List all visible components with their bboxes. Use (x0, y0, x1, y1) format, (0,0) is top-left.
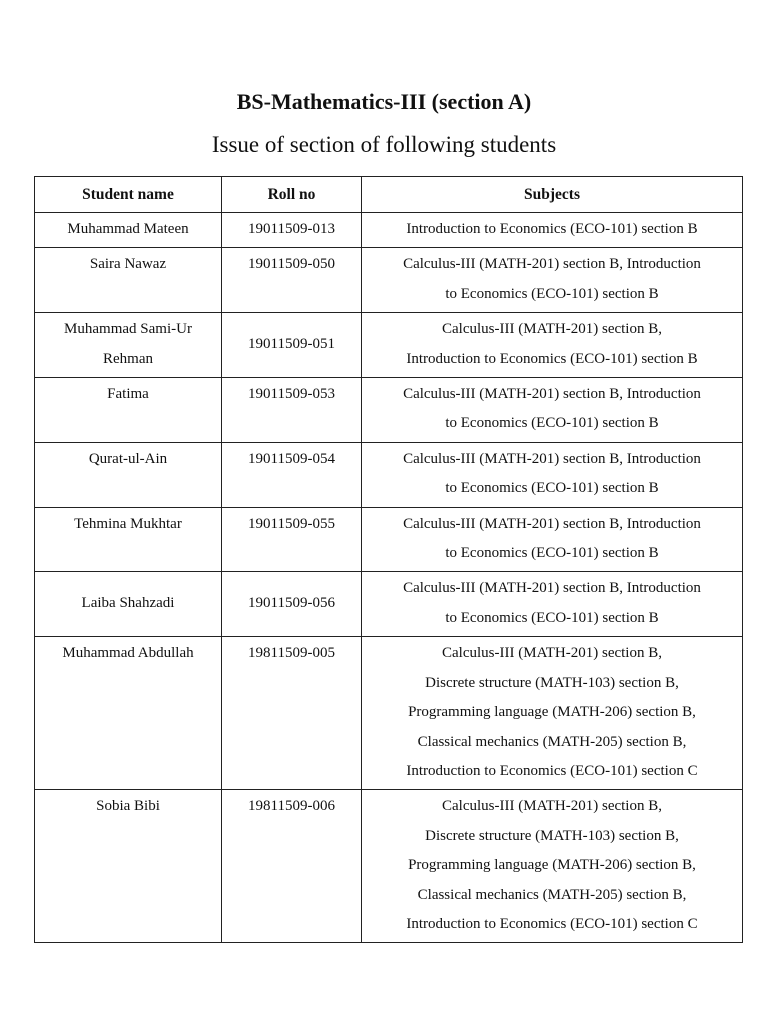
roll-no-cell: 19811509-006 (222, 790, 362, 943)
student-name-cell: Sobia Bibi (35, 790, 222, 943)
student-name-cell: Muhammad Mateen (35, 213, 222, 248)
roll-no-cell: 19011509-056 (222, 572, 362, 637)
subject-line: Introduction to Economics (ECO-101) section B (406, 221, 698, 237)
subject-line: Calculus-III (MATH-201) section B, Introduction (403, 450, 701, 467)
roll-no-cell: 19011509-054 (222, 442, 362, 507)
subject-line: Discrete structure (MATH-103) section B, (425, 674, 679, 691)
subject-line: Introduction to Economics (ECO-101) section C (406, 915, 698, 932)
document-title: BS-Mathematics-III (section A) (236, 89, 532, 114)
subject-line: Introduction to Economics (ECO-101) section C (406, 762, 698, 779)
student-name-cell: Fatima (35, 378, 222, 443)
subject-line: to Economics (ECO-101) section B (445, 609, 659, 626)
subjects-cell (362, 572, 743, 637)
subject-line: Classical mechanics (MATH-205) section B, (417, 733, 687, 750)
table-header-row (35, 177, 743, 213)
roll-no-cell: 19011509-051 (222, 313, 362, 378)
subject-line: to Economics (ECO-101) section B (445, 415, 659, 432)
table-row (35, 213, 743, 248)
student-name-cell: Laiba Shahzadi (35, 572, 222, 637)
subjects-cell (362, 790, 743, 943)
subjects-cell (362, 507, 743, 572)
students-table (34, 176, 743, 943)
subject-line: Calculus-III (MATH-201) section B, Introduction (403, 386, 701, 403)
table-row (35, 313, 743, 378)
student-name-cell: Qurat-ul-Ain (35, 442, 222, 507)
subject-line: Discrete structure (MATH-103) section B, (425, 827, 679, 844)
table-row (35, 442, 743, 507)
header-roll-no: Roll no (222, 177, 362, 213)
roll-no-cell: 19011509-050 (222, 248, 362, 313)
roll-no-cell: 19011509-013 (222, 213, 362, 248)
table-row (35, 248, 743, 313)
subject-line: Calculus-III (MATH-201) section B, Introduction (403, 580, 701, 597)
document-subtitle: Issue of section of following students (211, 132, 557, 157)
subject-line: Classical mechanics (MATH-205) section B, (417, 886, 687, 903)
subject-line: Calculus-III (MATH-201) section B, (442, 645, 662, 662)
subjects-cell (362, 378, 743, 443)
subject-line: Programming language (MATH-206) section B, (408, 704, 696, 721)
subject-line: to Economics (ECO-101) section B (445, 545, 659, 562)
table-row (35, 790, 743, 943)
student-name-cell: Saira Nawaz (35, 248, 222, 313)
subject-line: to Economics (ECO-101) section B (445, 285, 659, 302)
roll-no-cell: 19011509-053 (222, 378, 362, 443)
subject-line: Introduction to Economics (ECO-101) section B (406, 350, 698, 367)
roll-no-cell: 19811509-005 (222, 637, 362, 790)
table-row (35, 637, 743, 790)
student-name-line: Rehman (103, 350, 153, 367)
subjects-cell (362, 442, 743, 507)
subject-line: Calculus-III (MATH-201) section B, (442, 798, 662, 815)
header-subjects: Subjects (362, 177, 743, 213)
student-name-cell (35, 313, 222, 378)
table-row (35, 378, 743, 443)
header-student-name: Student name (35, 177, 222, 213)
table-row (35, 572, 743, 637)
subjects-cell (362, 213, 743, 248)
subject-line: to Economics (ECO-101) section B (445, 480, 659, 497)
student-name-cell: Tehmina Mukhtar (35, 507, 222, 572)
roll-no-cell: 19011509-055 (222, 507, 362, 572)
student-name-line: Muhammad Sami-Ur (64, 321, 192, 338)
subject-line: Calculus-III (MATH-201) section B, Introduction (403, 256, 701, 273)
subjects-cell (362, 637, 743, 790)
table-row (35, 507, 743, 572)
subject-line: Programming language (MATH-206) section B, (408, 857, 696, 874)
subjects-cell (362, 248, 743, 313)
subjects-cell (362, 313, 743, 378)
subject-line: Calculus-III (MATH-201) section B, Introduction (403, 515, 701, 532)
subject-line: Calculus-III (MATH-201) section B, (442, 321, 662, 338)
student-name-cell: Muhammad Abdullah (35, 637, 222, 790)
